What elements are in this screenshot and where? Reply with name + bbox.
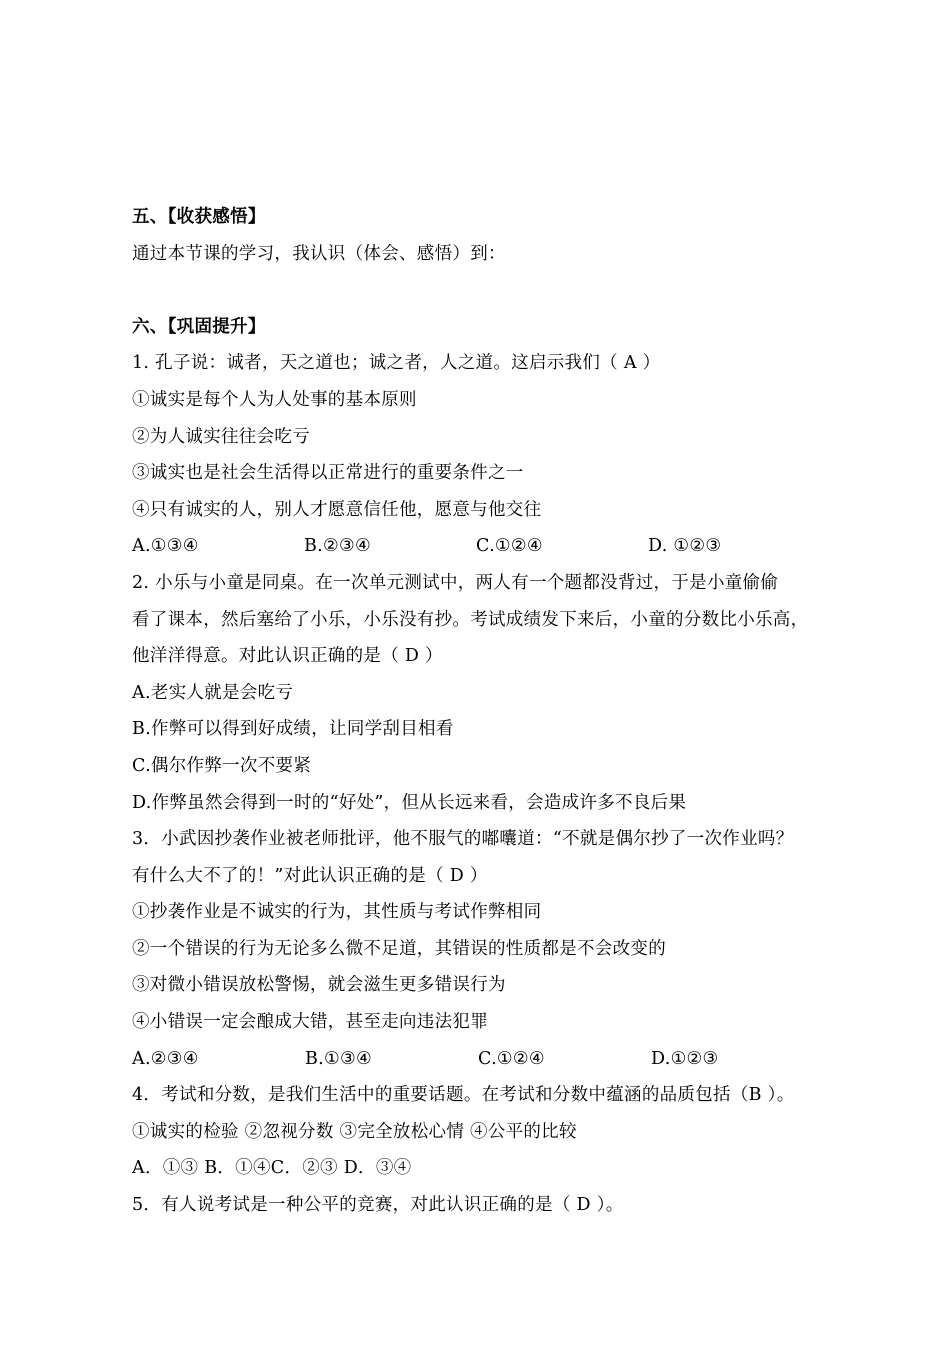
q2-option-d: D.作弊虽然会得到一时的“好处”，但从长远来看，会造成许多不良后果 xyxy=(132,792,687,813)
q1-option-a: A.①③④ xyxy=(132,536,199,557)
q1-item: ④只有诚实的人，别人才愿意信任他，愿意与他交往 xyxy=(132,499,542,520)
q3-stem-line: 有什么大不了的！”对此认识正确的是（ D ） xyxy=(132,865,488,886)
q1-options xyxy=(132,528,852,565)
q1-option-c: C.①②④ xyxy=(476,536,543,557)
section5-heading: 五、【收获感悟】 xyxy=(132,207,266,227)
q2-option-c: C.偶尔作弊一次不要紧 xyxy=(132,755,312,776)
q1-option-d: D. ①②③ xyxy=(648,536,722,557)
q2-stem-line: 2. 小乐与小童是同桌。在一次单元测试中，两人有一个题都没背过，于是小童偷偷 xyxy=(132,572,779,593)
document-page xyxy=(132,199,852,1224)
q1-item: ③诚实也是社会生活得以正常进行的重要条件之一 xyxy=(132,463,524,484)
q4-options: A．①③ B．①④C．②③ D．③④ xyxy=(132,1158,412,1179)
q3-stem-line: 3．小武因抄袭作业被老师批评，他不服气的嘟囔道：“不就是偶尔抄了一次作业吗？ xyxy=(132,829,794,850)
q5-stem: 5．有人说考试是一种公平的竞赛，对此认识正确的是（ D ）。 xyxy=(132,1195,624,1216)
q4-items: ①诚实的检验 ②忽视分数 ③完全放松心情 ④公平的比较 xyxy=(132,1121,577,1142)
q3-item: ③对微小错误放松警惕，就会滋生更多错误行为 xyxy=(132,975,506,996)
q3-option-b: B.①③④ xyxy=(305,1048,372,1069)
section5-prompt: 通过本节课的学习，我认识（体会、感悟）到： xyxy=(132,243,506,264)
q2-stem-line: 他洋洋得意。对此认识正确的是（ D ） xyxy=(132,646,443,667)
q3-option-d: D.①②③ xyxy=(651,1048,719,1069)
section6-heading: 六、【巩固提升】 xyxy=(132,316,266,337)
q3-item: ②一个错误的行为无论多么微不足道，其错误的性质都是不会改变的 xyxy=(132,938,666,959)
q1-item: ①诚实是每个人为人处事的基本原则 xyxy=(132,389,417,410)
q4-stem: 4．考试和分数，是我们生活中的重要话题。在考试和分数中蕴涵的品质包括（B ）。 xyxy=(132,1085,795,1106)
q1-option-b: B.②③④ xyxy=(304,536,371,557)
q3-item: ①抄袭作业是不诚实的行为，其性质与考试作弊相同 xyxy=(132,902,542,923)
q1-item: ②为人诚实往往会吃亏 xyxy=(132,426,310,447)
q3-option-a: A.②③④ xyxy=(132,1048,199,1069)
q2-option-b: B.作弊可以得到好成绩，让同学刮目相看 xyxy=(132,719,454,740)
q3-option-c: C.①②④ xyxy=(478,1048,545,1069)
q1-stem: 1. 孔子说：诚者，天之道也；诚之者，人之道。这启示我们（ A ） xyxy=(132,353,661,374)
q3-options xyxy=(132,1041,852,1078)
q3-item: ④小错误一定会酿成大错，甚至走向违法犯罪 xyxy=(132,1012,488,1033)
q2-stem-line: 看了课本，然后塞给了小乐，小乐没有抄。考试成绩发下来后，小童的分数比小乐高， xyxy=(132,609,809,630)
q2-option-a: A.老实人就是会吃亏 xyxy=(132,682,294,703)
blank-line xyxy=(132,272,852,309)
